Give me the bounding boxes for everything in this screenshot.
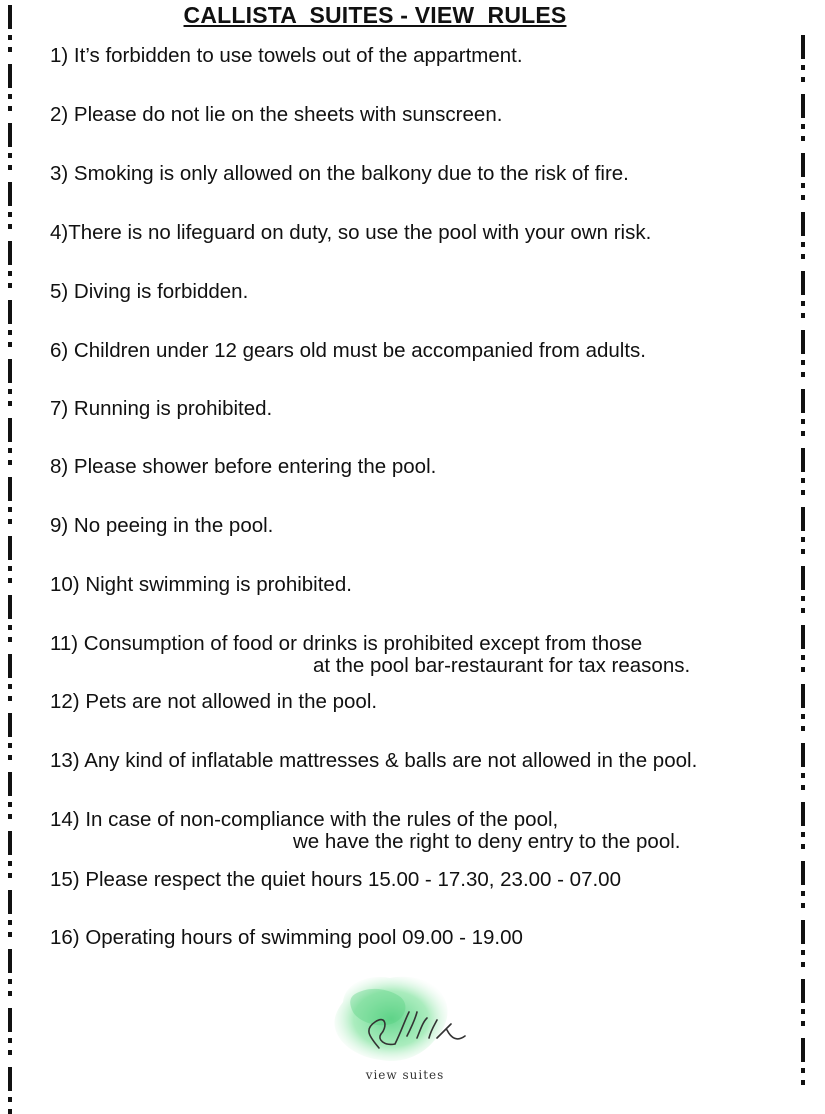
border-dot [8, 979, 12, 984]
border-dot [801, 301, 805, 306]
border-dot [801, 77, 805, 82]
border-dot [8, 271, 12, 276]
border-dot [8, 94, 12, 99]
border-dot [8, 637, 12, 642]
border-dot [8, 330, 12, 335]
rule-5 [50, 281, 795, 303]
border-dot [8, 1050, 12, 1055]
border-dot [8, 578, 12, 583]
border-dot [801, 195, 805, 200]
rule-4 [50, 222, 795, 244]
border-dot [801, 431, 805, 436]
rule-13-text: 13) Any kind of inflatable mattresses & balls are not allowed in the pool. [50, 749, 698, 772]
border-dot [8, 448, 12, 453]
border-dot [8, 460, 12, 465]
border-dot [801, 348, 805, 353]
rule-6-text: 6) Children under 12 gears old must be accompanied from adults. [50, 339, 646, 362]
border-dot [8, 495, 12, 500]
rule-3-text: 3) Smoking is only allowed on the balkony due to the risk of fire. [50, 162, 629, 185]
border-dot [8, 389, 12, 394]
border-dot [8, 35, 12, 40]
border-dot [8, 82, 12, 87]
border-dot [801, 608, 805, 613]
border-dot [8, 212, 12, 217]
rule-11 [50, 633, 795, 677]
border-dot [8, 200, 12, 205]
border-dot [8, 625, 12, 630]
left-dashed-border [0, 0, 20, 1080]
border-dot [801, 702, 805, 707]
rule-15-text: 15) Please respect the quiet hours 15.00 - 17.30, 23.00 - 07.00 [50, 868, 621, 891]
border-dot [8, 849, 12, 854]
border-dot [8, 283, 12, 288]
page-title: CALLISTA SUITES - VIEW RULES [183, 2, 567, 28]
border-dot [801, 1080, 805, 1085]
border-dot [801, 584, 805, 589]
border-dot [801, 183, 805, 188]
border-dot [801, 714, 805, 719]
border-dot [8, 47, 12, 52]
rule-2 [50, 104, 795, 126]
border-dot [801, 254, 805, 259]
border-dot [801, 950, 805, 955]
border-dot [8, 696, 12, 701]
border-dot [801, 938, 805, 943]
rule-13 [50, 750, 795, 772]
border-dot [801, 525, 805, 530]
border-dot [8, 1085, 12, 1090]
border-dot [8, 1109, 12, 1114]
border-dot [801, 230, 805, 235]
right-dashed-border [795, 0, 815, 1080]
rule-4-text: 4)There is no lifeguard on duty, so use the pool with your own risk. [50, 221, 652, 244]
border-dot [8, 165, 12, 170]
border-dot [801, 242, 805, 247]
watercolor-logo-icon [325, 972, 485, 1080]
rule-11-text-continued: at the pool bar-restaurant for tax reasons. [313, 654, 691, 677]
border-dot [801, 65, 805, 70]
border-dot [8, 802, 12, 807]
border-dot [801, 879, 805, 884]
border-dot [801, 360, 805, 365]
logo-subtitle: view suites [365, 1068, 445, 1082]
border-dot [801, 820, 805, 825]
border-dot [8, 224, 12, 229]
border-dot [801, 726, 805, 731]
callista-logo [325, 972, 485, 1080]
border-dot [801, 549, 805, 554]
border-dot [8, 141, 12, 146]
rule-10 [50, 574, 795, 596]
rule-14-text: 14) In case of non-compliance with the rules of the pool, [50, 808, 559, 831]
rule-12-text: 12) Pets are not allowed in the pool. [50, 690, 378, 713]
rule-11-text: 11) Consumption of food or drinks is prohibited except from those [50, 632, 643, 655]
rule-8 [50, 456, 795, 478]
border-dot [801, 289, 805, 294]
border-dot [801, 490, 805, 495]
border-dot [801, 1009, 805, 1014]
border-dot [801, 537, 805, 542]
border-dot [801, 844, 805, 849]
border-dot [8, 672, 12, 677]
border-dot [801, 171, 805, 176]
border-dot [801, 313, 805, 318]
border-dot [801, 667, 805, 672]
border-dot [801, 773, 805, 778]
rule-16-text: 16) Operating hours of swimming pool 09.00 - 19.00 [50, 926, 523, 949]
rule-1 [50, 45, 795, 67]
border-dot [8, 873, 12, 878]
border-dot [801, 1021, 805, 1026]
border-dot [801, 466, 805, 471]
rule-14-text-continued: we have the right to deny entry to the pool. [293, 830, 681, 853]
border-dot [8, 377, 12, 382]
border-dot [801, 832, 805, 837]
border-dot [8, 342, 12, 347]
rule-15 [50, 869, 795, 891]
border-dot [8, 684, 12, 689]
border-dot [801, 962, 805, 967]
border-dot [801, 1056, 805, 1061]
rule-3 [50, 163, 795, 185]
border-dot [8, 920, 12, 925]
border-dot [8, 731, 12, 736]
border-dot [8, 566, 12, 571]
border-dot [8, 436, 12, 441]
border-dot [801, 136, 805, 141]
border-dot [801, 112, 805, 117]
rule-10-text: 10) Night swimming is prohibited. [50, 573, 352, 596]
border-dot [8, 1038, 12, 1043]
border-dot [8, 967, 12, 972]
rule-5-text: 5) Diving is forbidden. [50, 280, 249, 303]
border-dot [8, 790, 12, 795]
border-dot [801, 785, 805, 790]
rule-1-text: 1) It’s forbidden to use towels out of the appartment. [50, 44, 523, 67]
border-dot [8, 1097, 12, 1102]
rule-7 [50, 398, 795, 420]
border-dot [8, 814, 12, 819]
border-dot [801, 903, 805, 908]
border-dot [8, 991, 12, 996]
border-dot [801, 124, 805, 129]
border-dot [801, 596, 805, 601]
border-dot [801, 997, 805, 1002]
rule-9-text: 9) No peeing in the pool. [50, 514, 274, 537]
rule-14 [50, 809, 795, 853]
border-dot [8, 507, 12, 512]
rule-7-text: 7) Running is prohibited. [50, 397, 273, 420]
border-dot [8, 106, 12, 111]
border-dot [8, 259, 12, 264]
border-dot [8, 519, 12, 524]
border-dot [8, 1026, 12, 1031]
rule-9 [50, 515, 795, 537]
border-dot [8, 318, 12, 323]
border-dot [801, 53, 805, 58]
border-dot [8, 908, 12, 913]
border-dot [8, 23, 12, 28]
rule-6 [50, 340, 795, 362]
border-dot [8, 932, 12, 937]
border-dot [8, 755, 12, 760]
border-dot [8, 743, 12, 748]
border-dot [8, 401, 12, 406]
border-dot [801, 407, 805, 412]
border-dot [8, 861, 12, 866]
border-dot [801, 1068, 805, 1073]
border-dot [8, 554, 12, 559]
rule-16 [50, 927, 795, 949]
border-dot [8, 153, 12, 158]
border-dot [801, 655, 805, 660]
border-dot [801, 478, 805, 483]
border-dot [801, 891, 805, 896]
border-dot [8, 613, 12, 618]
border-dot [801, 761, 805, 766]
rule-2-text: 2) Please do not lie on the sheets with sunscreen. [50, 103, 503, 126]
border-dot [801, 372, 805, 377]
rule-12 [50, 691, 795, 713]
border-dot [801, 643, 805, 648]
border-dot [801, 419, 805, 424]
rule-8-text: 8) Please shower before entering the pool. [50, 455, 437, 478]
